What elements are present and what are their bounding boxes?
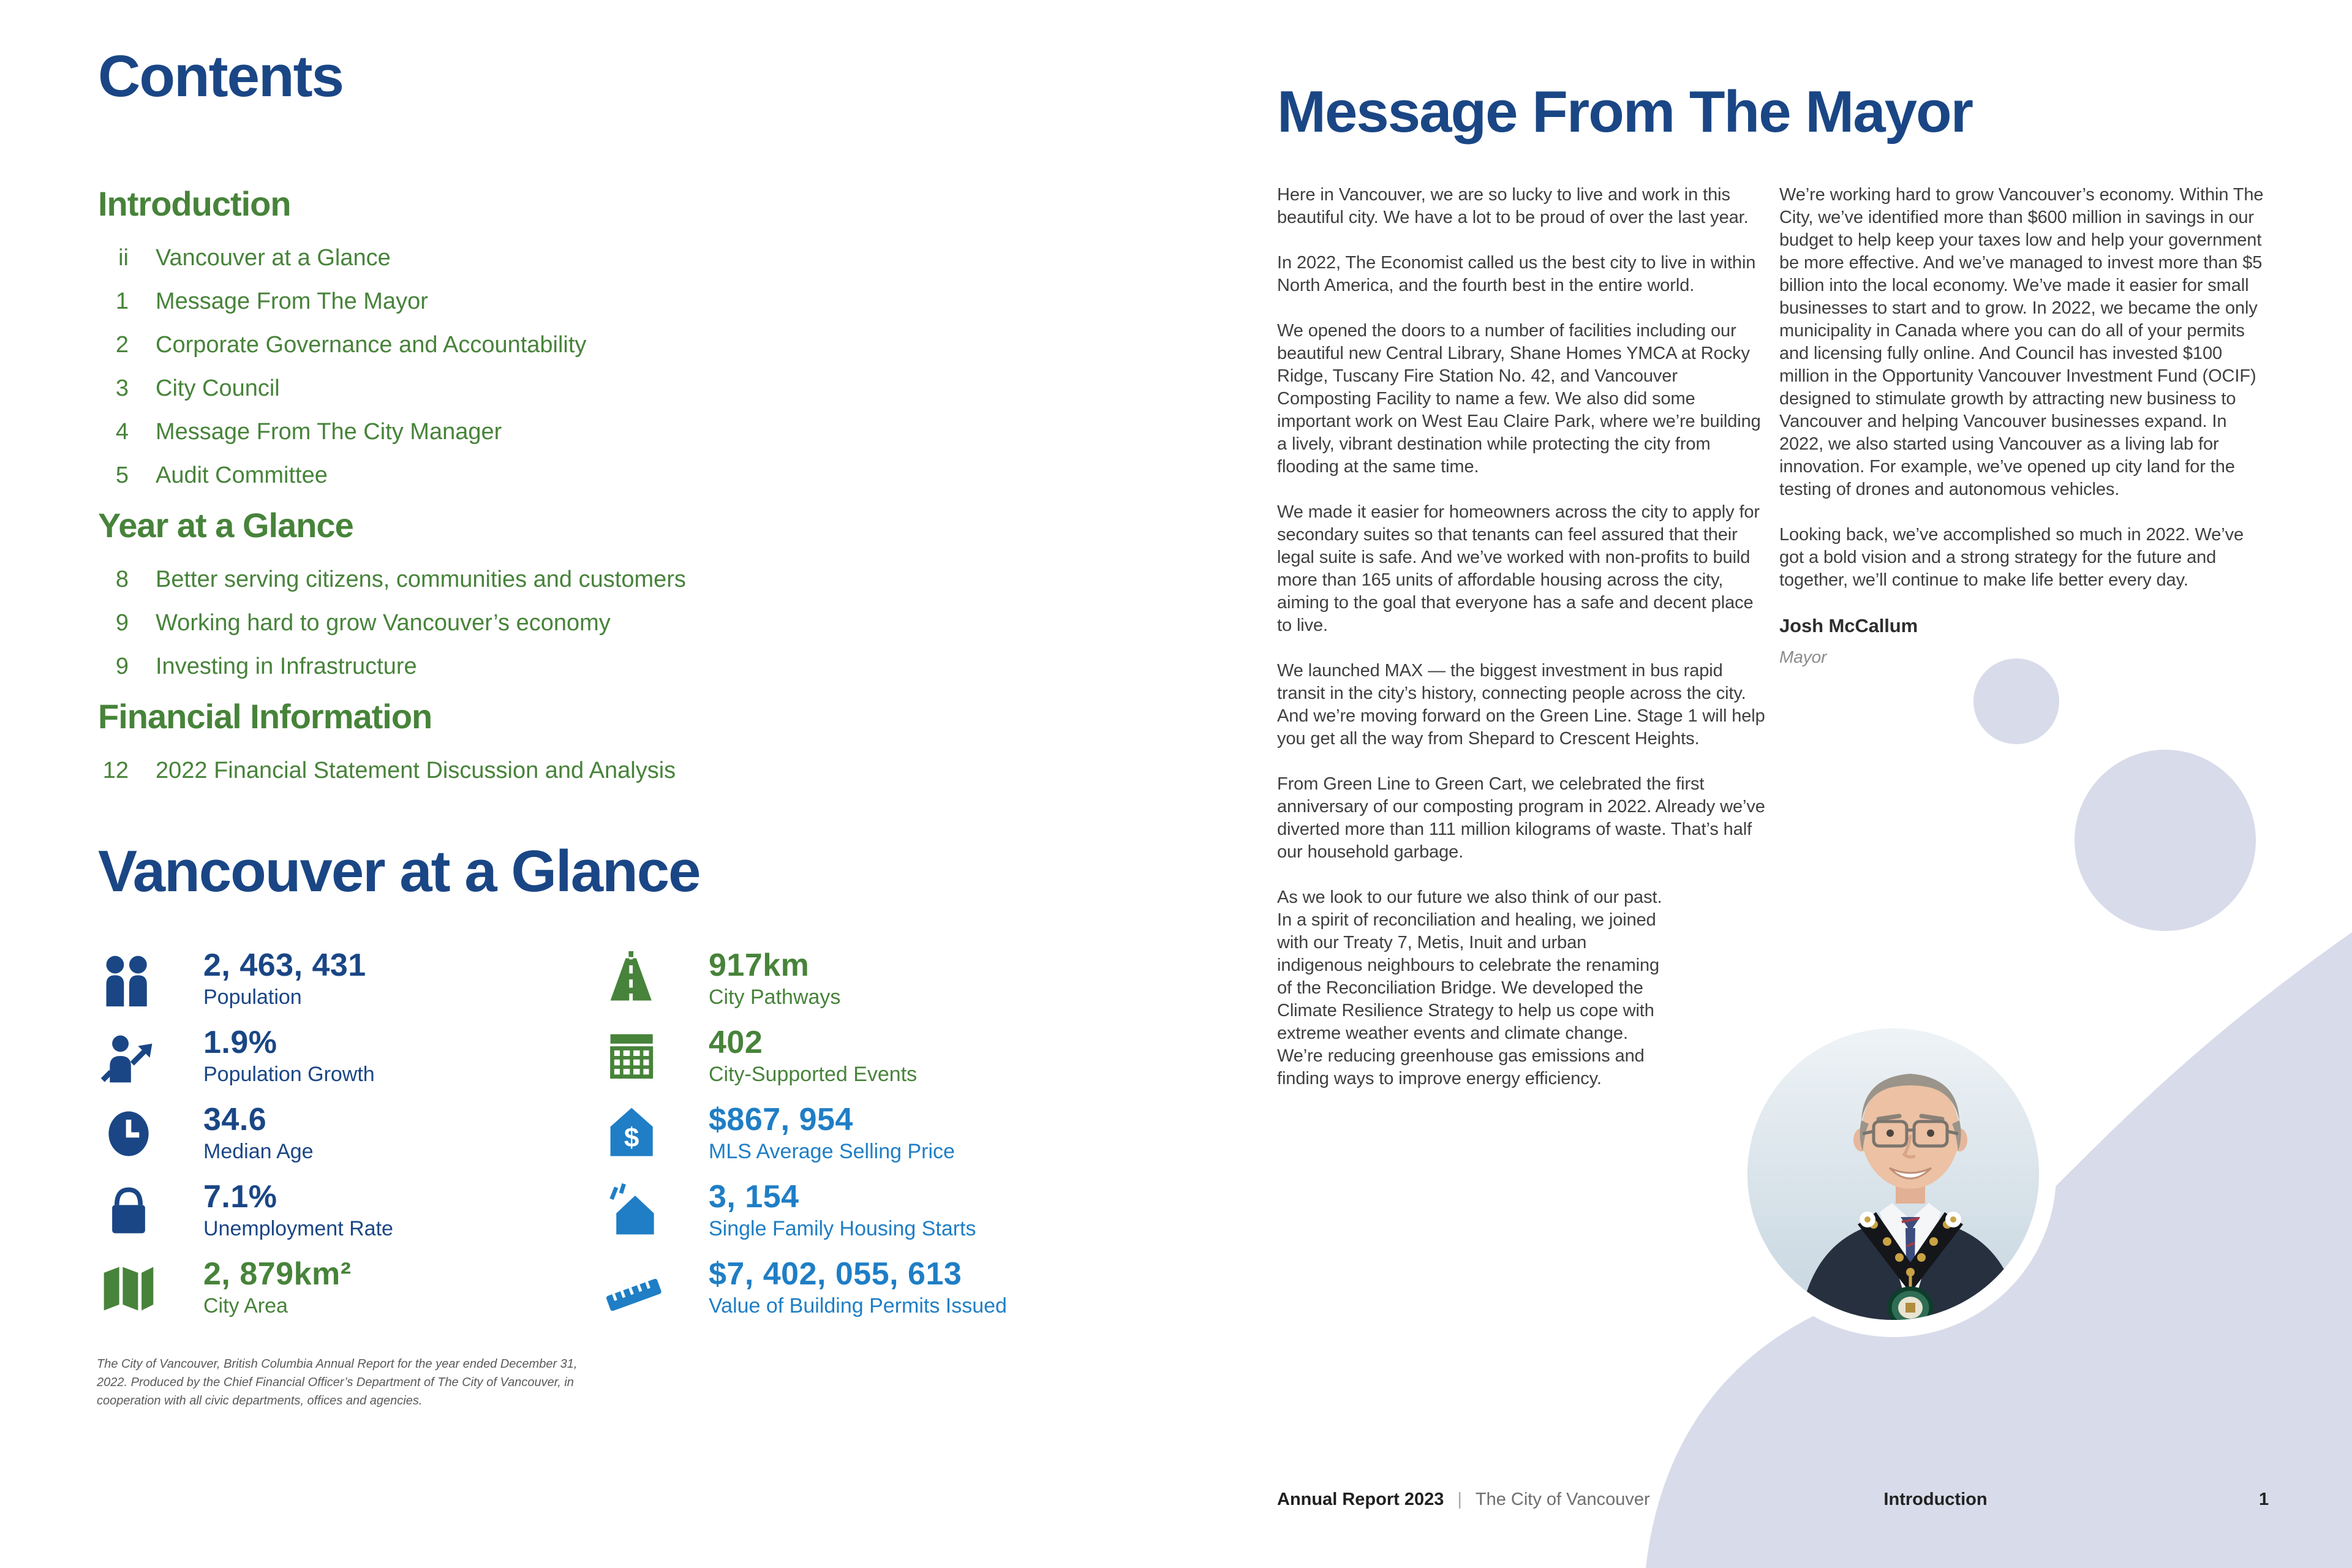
stat-label: City-Supported Events <box>709 1063 918 1087</box>
stat-label: Median Age <box>203 1140 314 1164</box>
toc-page-number: 12 <box>102 758 129 783</box>
toc-heading-introduction: Introduction <box>98 184 291 223</box>
stat-label: Value of Building Permits Issued <box>709 1294 1007 1318</box>
toc-item <box>98 418 1054 446</box>
toc-item-label: City Council <box>156 375 280 401</box>
toc-item <box>98 757 1054 785</box>
footer-separator: | <box>1457 1490 1462 1509</box>
toc-item <box>98 653 1054 680</box>
paragraph: From Green Line to Green Cart, we celebrated the first anniversary of our composting program in 2022. Already we’ve diverted more than 111 million kilograms of waste. That’s half our household garbage. <box>1277 774 1765 862</box>
stat-value: 34.6 <box>203 1102 267 1138</box>
stat-label: City Area <box>203 1294 288 1318</box>
stat-population-growth <box>98 1023 603 1090</box>
glance-title: Vancouver at a Glance <box>98 839 700 904</box>
toc-page-number: 9 <box>115 654 129 679</box>
toc-item-label: Audit Committee <box>156 462 328 488</box>
stat-value: 2, 463, 431 <box>203 948 366 984</box>
toc-page-number: 9 <box>115 610 129 636</box>
toc-heading-financial-information: Financial Information <box>98 697 432 736</box>
paragraph: We’re working hard to grow Vancouver’s economy. Within The City, we’ve identified more than $600 million in savings in our budget to help keep your taxes low and help your government be more effective. And we’ve managed to invest more than $5 billion into the local economy. We’ve made it easier for small businesses to start and to grow. In 2022, we became the only municipality in Canada where you can do all of your permits and licensing fully online. And Council has invested $100 million in the Opportunity Vancouver Investment Fund (OCIF) designed to stimulate growth by attracting new business to Vancouver and helping Vancouver businesses expand. In 2022, we also started using Vancouver as a living lab for innovation. For example, we’ve opened up city land for the testing of drones and autonomous vehicles. <box>1779 185 2264 499</box>
people-icon <box>98 949 159 1010</box>
report-footnote: The City of Vancouver, British Columbia Annual Report for the year ended December 31, 2022. Produced by the Chief Financial Officer’s Department of The City of Vancouver, in cooperation with all civic departments, offices and agencies. <box>97 1357 578 1408</box>
paragraph: We made it easier for homeowners across the city to apply for secondary suites so that tenants can feel assured that their legal suite is safe. And we’ve worked with non-profits to build more than 165 units of affordable housing across the city, aiming to the goal that everyone has a safe and decent place to live. <box>1277 502 1760 635</box>
clock-icon <box>98 1103 159 1164</box>
stat-value: 3, 154 <box>709 1179 799 1215</box>
toc-item <box>98 331 1054 359</box>
decorative-circle-small <box>1973 658 2059 744</box>
toc-item-label: Corporate Governance and Accountability <box>156 332 587 358</box>
svg-text:$: $ <box>624 1123 639 1153</box>
mayor-message-column-2 <box>1779 184 2269 668</box>
contents-title: Contents <box>98 43 343 109</box>
calendar-icon <box>603 1026 665 1087</box>
paragraph: We launched MAX — the biggest investment in bus rapid transit in the city’s history, connecting people across the city. And we’re moving forward on the Green Line. Stage 1 will help you get all the way from Shepard to Crescent Heights. <box>1277 661 1765 748</box>
stat-value: $7, 402, 055, 613 <box>709 1256 962 1292</box>
paragraph: Here in Vancouver, we are so lucky to live and work in this beautiful city. We have a lot to be proud of over the last year. <box>1277 185 1749 227</box>
footer-section-label: Introduction <box>1883 1490 1988 1509</box>
mayor-message-title: Message From The Mayor <box>1277 79 1972 145</box>
stat-value: 402 <box>709 1025 763 1061</box>
paragraph: Looking back, we’ve accomplished so much in 2022. We’ve got a bold vision and a strong strategy for the future and together, we’ll continue to make life better every day. <box>1779 525 2244 590</box>
stat-mls-average-selling-price <box>603 1101 1200 1167</box>
stat-value: 1.9% <box>203 1025 277 1061</box>
toc-item-label: Vancouver at a Glance <box>156 245 391 271</box>
toc-item <box>98 244 1054 272</box>
stat-median-age <box>98 1101 603 1167</box>
toc-item <box>98 462 1054 489</box>
toc-item-label: Message From The Mayor <box>156 288 428 314</box>
paragraph: As we look to our future we also think of our past. In a spirit of reconciliation and healing, we joined with our Treaty 7, Metis, Inuit and urban indigenous neighbours to celebrate the renaming of the Reconciliation Bridge. We developed the Climate Resilience Strategy to help us cope with extreme weather events and climate change. We’re reducing greenhouse gas emissions and finding ways to improve energy efficiency. <box>1277 888 1662 1088</box>
stat-label: Population Growth <box>203 1063 375 1087</box>
city-stats <box>98 946 1200 1332</box>
stat-value-of-building-permits <box>603 1255 1200 1321</box>
stat-single-family-housing-starts <box>603 1178 1200 1244</box>
toc-item-label: Investing in Infrastructure <box>156 654 417 679</box>
paragraph: We opened the doors to a number of facilities including our beautiful new Central Library, Shane Homes YMCA at Rocky Ridge, Tuscany Fire Station No. 42, and Vancouver Composting Facility to name a few. We also did some important work on West Eau Claire Park, where we’re building a lively, vibrant destination while protecting the city from flooding at the same time. <box>1277 321 1761 477</box>
stat-city-pathways <box>603 946 1200 1012</box>
house-new-icon <box>603 1180 665 1242</box>
toc-item <box>98 566 1054 594</box>
stat-label: Unemployment Rate <box>203 1217 393 1241</box>
toc-heading-year-at-a-glance: Year at a Glance <box>98 506 353 545</box>
map-icon <box>98 1257 159 1319</box>
stat-value: 2, 879km² <box>203 1256 352 1292</box>
toc-page-number: 8 <box>115 567 129 592</box>
stat-value: $867, 954 <box>709 1102 853 1138</box>
toc-item <box>98 375 1054 402</box>
ruler-icon <box>603 1257 665 1319</box>
stat-label: City Pathways <box>709 986 841 1009</box>
stat-population <box>98 946 603 1012</box>
person-growth-icon <box>98 1026 159 1087</box>
footer-page-number: 1 <box>2259 1490 2269 1509</box>
toc-item-label: 2022 Financial Statement Discussion and Analysis <box>156 758 676 783</box>
toc-page-number: ii <box>118 245 129 271</box>
toc-item <box>98 609 1054 637</box>
stat-unemployment-rate <box>98 1178 603 1244</box>
stat-value: 7.1% <box>203 1179 277 1215</box>
toc-item-label: Message From The City Manager <box>156 419 502 445</box>
signature-role: Mayor <box>1779 647 1827 666</box>
toc-page-number: 1 <box>115 288 129 314</box>
footer-left <box>1277 1490 1650 1510</box>
paragraph: In 2022, The Economist called us the best city to live in within North America, and the fourth best in the entire world. <box>1277 253 1756 295</box>
stat-value: 917km <box>709 948 810 984</box>
stat-label: Population <box>203 986 302 1009</box>
stat-label: MLS Average Selling Price <box>709 1140 955 1164</box>
mayor-message-column-1 <box>1277 184 1767 1113</box>
toc-page-number: 2 <box>115 332 129 358</box>
stat-city-supported-events <box>603 1023 1200 1090</box>
signature-name: Josh McCallum <box>1779 615 1918 636</box>
mayor-photo <box>1730 1011 2056 1337</box>
briefcase-icon <box>98 1180 159 1242</box>
table-of-contents <box>98 179 1054 801</box>
toc-item-label: Better serving citizens, communities and customers <box>156 567 686 592</box>
toc-item <box>98 288 1054 315</box>
house-dollar-icon <box>603 1103 665 1164</box>
stat-label: Single Family Housing Starts <box>709 1217 976 1241</box>
footer-report-title: Annual Report 2023 <box>1277 1490 1444 1509</box>
toc-page-number: 4 <box>115 419 129 445</box>
toc-page-number: 3 <box>115 375 129 401</box>
road-icon <box>603 949 665 1010</box>
toc-page-number: 5 <box>115 462 129 488</box>
footer-organization: The City of Vancouver <box>1475 1490 1650 1509</box>
stat-city-area <box>98 1255 603 1321</box>
toc-item-label: Working hard to grow Vancouver’s economy <box>156 610 611 636</box>
decorative-circle-medium <box>2075 750 2256 931</box>
